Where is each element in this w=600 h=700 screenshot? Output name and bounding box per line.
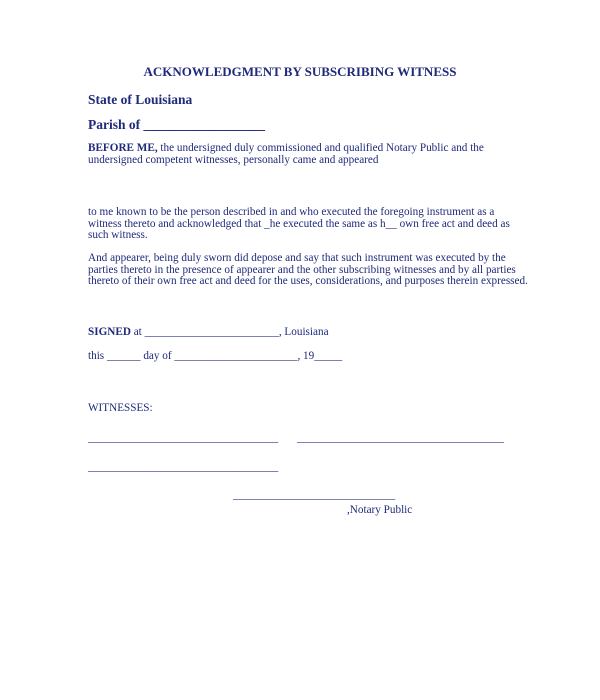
witnesses-label: WITNESSES: <box>88 402 153 414</box>
witness-signature-line-1: __________________________________ <box>88 432 279 444</box>
document-title: ACKNOWLEDGMENT BY SUBSCRIBING WITNESS <box>143 64 457 79</box>
before-me-paragraph <box>88 143 528 166</box>
state-heading: State of Louisiana <box>88 92 193 107</box>
before-me-lead: BEFORE ME, <box>88 142 158 154</box>
notary-label: ,Notary Public <box>347 504 413 516</box>
witness-signature-line-3: __________________________________ <box>88 461 279 473</box>
before-me-text: the undersigned duly commissioned and qualified Notary Public and the undersigned competent witnesses, personally came and appeared <box>88 142 484 166</box>
signed-line <box>88 326 329 338</box>
known-paragraph: to me known to be the person described in and who executed the foregoing instrument as a witness thereto and acknowledged that _he executed the same as h__ own free act and deed as such witness. <box>88 206 510 242</box>
signed-lead: SIGNED <box>88 326 131 338</box>
notary-signature-line: _____________________________ <box>233 489 396 501</box>
date-line: this ______ day of ______________________, 19_____ <box>88 350 343 362</box>
signed-text: at ________________________, Louisiana <box>130 326 329 338</box>
witness-signature-line-2: _____________________________________ <box>297 432 504 444</box>
parish-heading: Parish of __________________ <box>88 117 265 132</box>
appearer-paragraph: And appearer, being duly sworn did depose and say that such instrument was executed by the parties thereto in the presence of appearer and the other subscribing witnesses and by all parties thereto of their own free act and deed for the uses, considerations, and purposes therein expressed. <box>88 252 528 288</box>
